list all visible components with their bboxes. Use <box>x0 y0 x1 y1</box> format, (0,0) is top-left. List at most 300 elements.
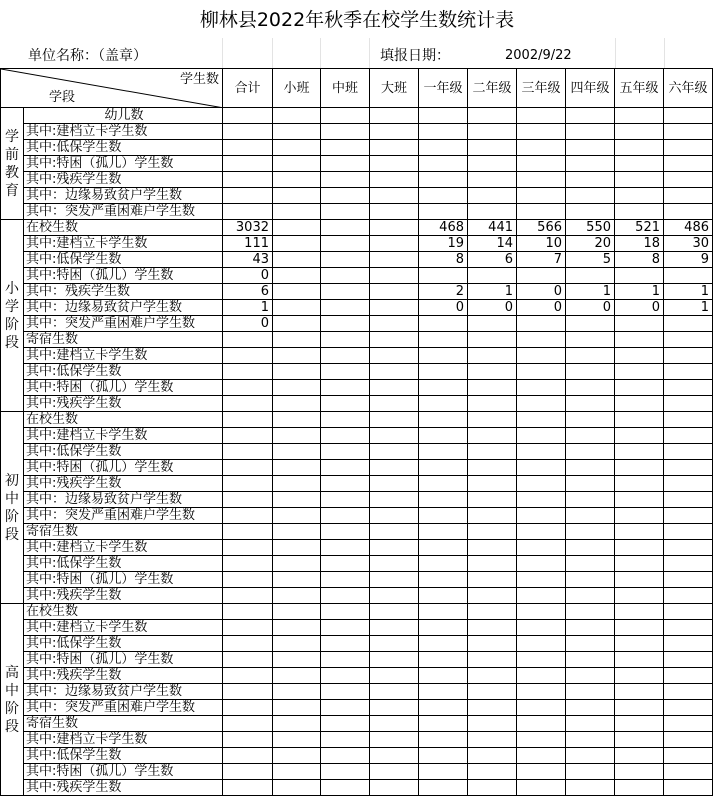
data-cell[interactable] <box>664 108 713 124</box>
data-cell[interactable] <box>615 396 664 412</box>
data-cell[interactable] <box>419 188 468 204</box>
data-cell[interactable] <box>321 428 370 444</box>
data-cell[interactable] <box>370 364 419 380</box>
data-cell[interactable] <box>273 252 321 268</box>
data-cell[interactable] <box>273 156 321 172</box>
data-cell[interactable] <box>566 780 615 796</box>
data-cell[interactable]: 19 <box>419 236 468 252</box>
data-cell[interactable] <box>419 492 468 508</box>
data-cell[interactable] <box>321 156 370 172</box>
data-cell[interactable] <box>321 668 370 684</box>
data-cell[interactable] <box>370 316 419 332</box>
data-cell[interactable] <box>468 444 517 460</box>
data-cell[interactable] <box>223 732 273 748</box>
data-cell[interactable] <box>321 236 370 252</box>
data-cell[interactable] <box>664 668 713 684</box>
data-cell[interactable] <box>370 636 419 652</box>
data-cell[interactable] <box>517 428 566 444</box>
data-cell[interactable] <box>370 284 419 300</box>
data-cell[interactable] <box>419 572 468 588</box>
data-cell[interactable] <box>615 156 664 172</box>
data-cell[interactable] <box>615 764 664 780</box>
data-cell[interactable] <box>664 428 713 444</box>
data-cell[interactable] <box>273 124 321 140</box>
data-cell[interactable] <box>223 124 273 140</box>
data-cell[interactable] <box>664 188 713 204</box>
data-cell[interactable] <box>615 492 664 508</box>
data-cell[interactable] <box>370 476 419 492</box>
data-cell[interactable] <box>664 684 713 700</box>
data-cell[interactable] <box>615 508 664 524</box>
data-cell[interactable] <box>664 556 713 572</box>
data-cell[interactable] <box>664 348 713 364</box>
data-cell[interactable] <box>615 188 664 204</box>
data-cell[interactable] <box>321 188 370 204</box>
data-cell[interactable] <box>468 636 517 652</box>
data-cell[interactable]: 18 <box>615 236 664 252</box>
data-cell[interactable] <box>370 444 419 460</box>
data-cell[interactable]: 521 <box>615 220 664 236</box>
data-cell[interactable] <box>517 636 566 652</box>
data-cell[interactable] <box>370 668 419 684</box>
data-cell[interactable] <box>273 492 321 508</box>
data-cell[interactable] <box>419 700 468 716</box>
data-cell[interactable] <box>273 428 321 444</box>
data-cell[interactable]: 0 <box>223 268 273 284</box>
data-cell[interactable] <box>419 460 468 476</box>
data-cell[interactable] <box>468 332 517 348</box>
data-cell[interactable] <box>664 636 713 652</box>
data-cell[interactable] <box>321 252 370 268</box>
data-cell[interactable] <box>664 540 713 556</box>
data-cell[interactable]: 2 <box>419 284 468 300</box>
data-cell[interactable] <box>566 508 615 524</box>
data-cell[interactable]: 566 <box>517 220 566 236</box>
data-cell[interactable] <box>419 348 468 364</box>
data-cell[interactable]: 1 <box>664 300 713 316</box>
data-cell[interactable] <box>223 636 273 652</box>
data-cell[interactable] <box>273 284 321 300</box>
data-cell[interactable] <box>273 700 321 716</box>
data-cell[interactable] <box>419 444 468 460</box>
data-cell[interactable] <box>223 364 273 380</box>
data-cell[interactable] <box>419 476 468 492</box>
data-cell[interactable] <box>566 460 615 476</box>
data-cell[interactable]: 1 <box>615 284 664 300</box>
data-cell[interactable] <box>273 348 321 364</box>
data-cell[interactable] <box>419 684 468 700</box>
data-cell[interactable]: 550 <box>566 220 615 236</box>
data-cell[interactable] <box>664 364 713 380</box>
data-cell[interactable] <box>615 348 664 364</box>
data-cell[interactable] <box>517 124 566 140</box>
data-cell[interactable] <box>223 156 273 172</box>
data-cell[interactable] <box>223 380 273 396</box>
data-cell[interactable] <box>615 380 664 396</box>
data-cell[interactable] <box>664 652 713 668</box>
data-cell[interactable] <box>223 332 273 348</box>
data-cell[interactable] <box>615 140 664 156</box>
data-cell[interactable] <box>615 476 664 492</box>
data-cell[interactable] <box>468 108 517 124</box>
data-cell[interactable] <box>566 412 615 428</box>
data-cell[interactable] <box>273 332 321 348</box>
data-cell[interactable] <box>566 764 615 780</box>
data-cell[interactable] <box>273 668 321 684</box>
data-cell[interactable] <box>468 492 517 508</box>
data-cell[interactable] <box>370 572 419 588</box>
data-cell[interactable] <box>370 620 419 636</box>
data-cell[interactable] <box>517 572 566 588</box>
data-cell[interactable] <box>273 300 321 316</box>
data-cell[interactable] <box>664 732 713 748</box>
data-cell[interactable] <box>273 604 321 620</box>
data-cell[interactable] <box>566 636 615 652</box>
data-cell[interactable] <box>566 668 615 684</box>
data-cell[interactable] <box>468 428 517 444</box>
data-cell[interactable] <box>419 508 468 524</box>
data-cell[interactable] <box>370 412 419 428</box>
data-cell[interactable]: 0 <box>517 300 566 316</box>
data-cell[interactable] <box>370 204 419 220</box>
data-cell[interactable] <box>517 588 566 604</box>
data-cell[interactable] <box>273 220 321 236</box>
data-cell[interactable] <box>321 732 370 748</box>
data-cell[interactable]: 441 <box>468 220 517 236</box>
data-cell[interactable] <box>517 556 566 572</box>
data-cell[interactable] <box>615 524 664 540</box>
data-cell[interactable] <box>517 732 566 748</box>
data-cell[interactable] <box>321 684 370 700</box>
data-cell[interactable] <box>468 780 517 796</box>
data-cell[interactable] <box>517 476 566 492</box>
data-cell[interactable] <box>615 204 664 220</box>
data-cell[interactable] <box>615 668 664 684</box>
data-cell[interactable] <box>273 204 321 220</box>
data-cell[interactable] <box>517 780 566 796</box>
data-cell[interactable] <box>273 444 321 460</box>
data-cell[interactable] <box>419 124 468 140</box>
data-cell[interactable] <box>321 396 370 412</box>
data-cell[interactable] <box>370 108 419 124</box>
data-cell[interactable] <box>664 524 713 540</box>
data-cell[interactable] <box>468 268 517 284</box>
data-cell[interactable] <box>370 124 419 140</box>
data-cell[interactable] <box>615 780 664 796</box>
data-cell[interactable] <box>664 332 713 348</box>
data-cell[interactable] <box>419 428 468 444</box>
data-cell[interactable] <box>566 396 615 412</box>
data-cell[interactable] <box>468 716 517 732</box>
data-cell[interactable] <box>223 716 273 732</box>
data-cell[interactable] <box>273 652 321 668</box>
data-cell[interactable] <box>468 668 517 684</box>
data-cell[interactable] <box>370 748 419 764</box>
data-cell[interactable] <box>370 524 419 540</box>
data-cell[interactable] <box>517 268 566 284</box>
data-cell[interactable] <box>321 508 370 524</box>
data-cell[interactable] <box>615 108 664 124</box>
data-cell[interactable] <box>419 780 468 796</box>
data-cell[interactable]: 7 <box>517 252 566 268</box>
data-cell[interactable] <box>321 540 370 556</box>
data-cell[interactable] <box>664 124 713 140</box>
data-cell[interactable] <box>223 700 273 716</box>
data-cell[interactable] <box>615 572 664 588</box>
data-cell[interactable] <box>273 188 321 204</box>
data-cell[interactable] <box>419 588 468 604</box>
data-cell[interactable] <box>468 556 517 572</box>
data-cell[interactable] <box>223 620 273 636</box>
data-cell[interactable] <box>517 604 566 620</box>
data-cell[interactable] <box>517 172 566 188</box>
data-cell[interactable] <box>664 460 713 476</box>
data-cell[interactable] <box>664 444 713 460</box>
data-cell[interactable] <box>664 572 713 588</box>
data-cell[interactable] <box>419 156 468 172</box>
data-cell[interactable] <box>615 316 664 332</box>
data-cell[interactable] <box>273 748 321 764</box>
data-cell[interactable] <box>517 348 566 364</box>
data-cell[interactable] <box>321 364 370 380</box>
data-cell[interactable]: 5 <box>566 252 615 268</box>
data-cell[interactable] <box>370 252 419 268</box>
data-cell[interactable] <box>566 156 615 172</box>
data-cell[interactable] <box>566 748 615 764</box>
data-cell[interactable] <box>419 636 468 652</box>
data-cell[interactable] <box>615 412 664 428</box>
data-cell[interactable] <box>566 732 615 748</box>
data-cell[interactable]: 1 <box>566 284 615 300</box>
data-cell[interactable] <box>517 188 566 204</box>
data-cell[interactable] <box>615 172 664 188</box>
data-cell[interactable] <box>566 108 615 124</box>
data-cell[interactable]: 0 <box>615 300 664 316</box>
data-cell[interactable] <box>223 572 273 588</box>
data-cell[interactable] <box>468 188 517 204</box>
data-cell[interactable] <box>517 764 566 780</box>
data-cell[interactable] <box>370 700 419 716</box>
data-cell[interactable] <box>419 732 468 748</box>
data-cell[interactable]: 6 <box>223 284 273 300</box>
data-cell[interactable] <box>321 300 370 316</box>
data-cell[interactable] <box>664 396 713 412</box>
data-cell[interactable] <box>664 780 713 796</box>
data-cell[interactable] <box>223 764 273 780</box>
data-cell[interactable] <box>468 204 517 220</box>
data-cell[interactable]: 10 <box>517 236 566 252</box>
data-cell[interactable] <box>370 684 419 700</box>
data-cell[interactable] <box>517 700 566 716</box>
data-cell[interactable] <box>468 396 517 412</box>
data-cell[interactable] <box>615 268 664 284</box>
data-cell[interactable] <box>468 588 517 604</box>
data-cell[interactable] <box>566 652 615 668</box>
data-cell[interactable] <box>566 540 615 556</box>
data-cell[interactable] <box>419 268 468 284</box>
data-cell[interactable] <box>321 172 370 188</box>
data-cell[interactable]: 0 <box>566 300 615 316</box>
data-cell[interactable] <box>468 700 517 716</box>
data-cell[interactable] <box>615 364 664 380</box>
data-cell[interactable] <box>273 396 321 412</box>
data-cell[interactable] <box>223 492 273 508</box>
data-cell[interactable] <box>468 764 517 780</box>
data-cell[interactable] <box>615 428 664 444</box>
data-cell[interactable] <box>273 364 321 380</box>
data-cell[interactable] <box>615 684 664 700</box>
data-cell[interactable] <box>517 332 566 348</box>
data-cell[interactable] <box>370 780 419 796</box>
data-cell[interactable] <box>615 620 664 636</box>
data-cell[interactable] <box>615 732 664 748</box>
data-cell[interactable] <box>223 668 273 684</box>
data-cell[interactable] <box>517 364 566 380</box>
data-cell[interactable] <box>223 748 273 764</box>
data-cell[interactable] <box>517 668 566 684</box>
data-cell[interactable] <box>321 284 370 300</box>
data-cell[interactable] <box>615 556 664 572</box>
data-cell[interactable] <box>419 140 468 156</box>
data-cell[interactable] <box>223 428 273 444</box>
data-cell[interactable] <box>517 620 566 636</box>
data-cell[interactable] <box>370 220 419 236</box>
data-cell[interactable] <box>468 364 517 380</box>
data-cell[interactable]: 1 <box>468 284 517 300</box>
data-cell[interactable] <box>468 380 517 396</box>
data-cell[interactable] <box>321 764 370 780</box>
data-cell[interactable] <box>468 460 517 476</box>
data-cell[interactable] <box>321 348 370 364</box>
data-cell[interactable] <box>566 268 615 284</box>
data-cell[interactable] <box>566 444 615 460</box>
data-cell[interactable] <box>321 748 370 764</box>
data-cell[interactable] <box>273 732 321 748</box>
data-cell[interactable] <box>566 316 615 332</box>
data-cell[interactable] <box>273 460 321 476</box>
data-cell[interactable] <box>615 636 664 652</box>
data-cell[interactable] <box>517 460 566 476</box>
data-cell[interactable] <box>566 556 615 572</box>
data-cell[interactable] <box>517 316 566 332</box>
data-cell[interactable] <box>273 316 321 332</box>
data-cell[interactable] <box>273 684 321 700</box>
data-cell[interactable] <box>321 780 370 796</box>
data-cell[interactable] <box>273 172 321 188</box>
data-cell[interactable] <box>223 540 273 556</box>
data-cell[interactable] <box>321 220 370 236</box>
data-cell[interactable] <box>517 140 566 156</box>
data-cell[interactable] <box>370 460 419 476</box>
data-cell[interactable] <box>370 764 419 780</box>
data-cell[interactable] <box>419 748 468 764</box>
data-cell[interactable] <box>321 492 370 508</box>
data-cell[interactable] <box>273 780 321 796</box>
data-cell[interactable] <box>321 588 370 604</box>
data-cell[interactable] <box>223 588 273 604</box>
data-cell[interactable] <box>273 716 321 732</box>
data-cell[interactable] <box>566 172 615 188</box>
data-cell[interactable]: 0 <box>419 300 468 316</box>
data-cell[interactable] <box>419 172 468 188</box>
data-cell[interactable] <box>517 108 566 124</box>
data-cell[interactable] <box>615 700 664 716</box>
data-cell[interactable] <box>664 748 713 764</box>
data-cell[interactable]: 1 <box>664 284 713 300</box>
data-cell[interactable] <box>468 348 517 364</box>
data-cell[interactable] <box>273 108 321 124</box>
data-cell[interactable] <box>370 236 419 252</box>
data-cell[interactable] <box>419 524 468 540</box>
data-cell[interactable] <box>370 156 419 172</box>
data-cell[interactable] <box>370 428 419 444</box>
data-cell[interactable]: 8 <box>615 252 664 268</box>
data-cell[interactable] <box>223 412 273 428</box>
data-cell[interactable] <box>370 540 419 556</box>
data-cell[interactable] <box>370 732 419 748</box>
data-cell[interactable] <box>370 268 419 284</box>
data-cell[interactable] <box>517 156 566 172</box>
data-cell[interactable] <box>273 620 321 636</box>
data-cell[interactable] <box>468 316 517 332</box>
data-cell[interactable] <box>370 556 419 572</box>
data-cell[interactable] <box>664 204 713 220</box>
data-cell[interactable] <box>273 556 321 572</box>
data-cell[interactable]: 468 <box>419 220 468 236</box>
data-cell[interactable] <box>321 572 370 588</box>
data-cell[interactable] <box>419 668 468 684</box>
data-cell[interactable] <box>615 588 664 604</box>
data-cell[interactable] <box>321 140 370 156</box>
data-cell[interactable] <box>419 716 468 732</box>
data-cell[interactable] <box>566 428 615 444</box>
data-cell[interactable] <box>273 636 321 652</box>
data-cell[interactable] <box>517 716 566 732</box>
data-cell[interactable] <box>223 172 273 188</box>
data-cell[interactable] <box>615 332 664 348</box>
data-cell[interactable] <box>566 364 615 380</box>
data-cell[interactable] <box>419 316 468 332</box>
data-cell[interactable] <box>321 124 370 140</box>
data-cell[interactable]: 9 <box>664 252 713 268</box>
data-cell[interactable] <box>664 492 713 508</box>
data-cell[interactable] <box>664 700 713 716</box>
data-cell[interactable] <box>273 572 321 588</box>
data-cell[interactable] <box>370 492 419 508</box>
data-cell[interactable] <box>615 716 664 732</box>
data-cell[interactable] <box>223 444 273 460</box>
data-cell[interactable] <box>273 524 321 540</box>
data-cell[interactable] <box>370 604 419 620</box>
data-cell[interactable] <box>566 684 615 700</box>
data-cell[interactable] <box>517 396 566 412</box>
data-cell[interactable] <box>517 380 566 396</box>
data-cell[interactable] <box>419 380 468 396</box>
data-cell[interactable] <box>566 604 615 620</box>
data-cell[interactable] <box>321 380 370 396</box>
data-cell[interactable] <box>664 316 713 332</box>
data-cell[interactable] <box>273 540 321 556</box>
data-cell[interactable] <box>321 524 370 540</box>
data-cell[interactable] <box>566 700 615 716</box>
data-cell[interactable] <box>517 492 566 508</box>
data-cell[interactable] <box>321 636 370 652</box>
data-cell[interactable] <box>321 316 370 332</box>
data-cell[interactable] <box>321 204 370 220</box>
data-cell[interactable] <box>223 348 273 364</box>
data-cell[interactable]: 43 <box>223 252 273 268</box>
data-cell[interactable] <box>566 572 615 588</box>
